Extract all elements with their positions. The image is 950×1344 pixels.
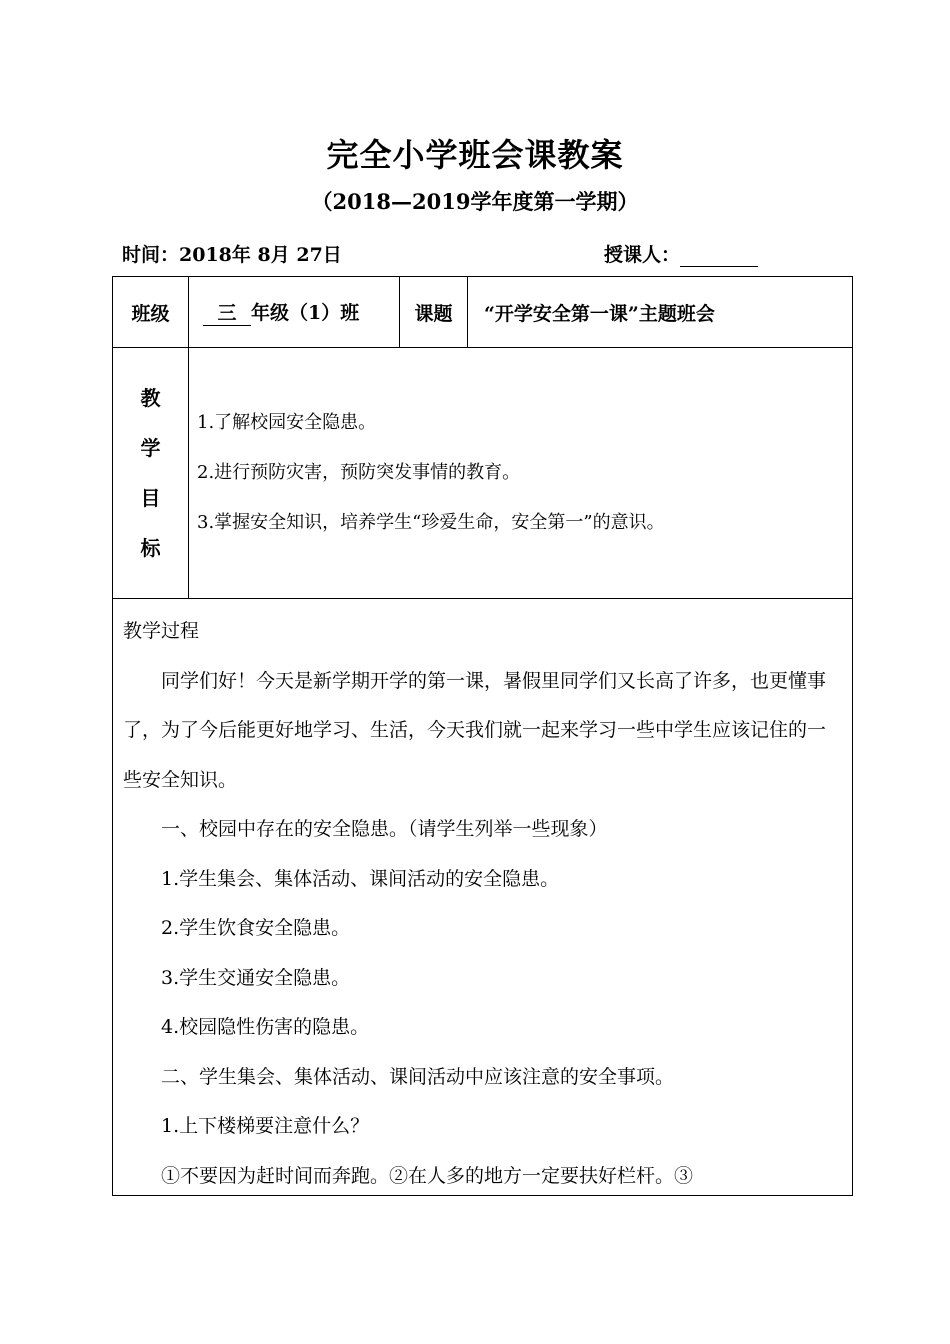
goals-list (189, 348, 853, 599)
goals-label-char: 教 (140, 386, 161, 410)
lesson-time (122, 240, 342, 267)
goals-row (113, 348, 853, 599)
teacher-label: 授课人： (604, 244, 681, 266)
section1-item: 2.学生饮食安全隐患。 (161, 917, 351, 939)
section2-title: 二、学生集会、集体活动、课间活动中应该注意的安全事项。 (161, 1065, 675, 1088)
goal-item: 1.了解校园安全隐患。 (197, 412, 377, 433)
process-content (113, 599, 852, 1195)
process-intro: 同学们好！今天是新学期开学的第一课，暑假里同学们又长高了许多，也更懂事了，为了今后能更好地学习、生活，今天我们就一起来学习一些中学生应该记住的一些安全知识。 (123, 669, 827, 791)
section2-question: 1.上下楼梯要注意什么？ (161, 1115, 370, 1137)
section1-item: 3.学生交通安全隐患。 (161, 966, 351, 989)
time-label: 时间： (122, 244, 180, 266)
class-suffix: 年级（1）班 (251, 302, 360, 324)
topic-label: 课题 (400, 277, 468, 348)
document-subtitle: （2018—2019学年度第一学期） (311, 189, 639, 214)
header-row (113, 277, 853, 348)
lesson-plan-table (112, 276, 853, 1196)
grade-value: 三 (203, 298, 251, 326)
goal-item: 3.掌握安全知识，培养学生“珍爱生命，安全第一”的意识。 (197, 512, 665, 533)
section1-item: 4.校园隐性伤害的隐患。 (161, 1016, 370, 1038)
section1-item: 1.学生集会、集体活动、课间活动的安全隐患。 (161, 867, 560, 890)
section1-title: 一、校园中存在的安全隐患。（请学生列举一些现象） (161, 818, 608, 840)
meta-row (122, 240, 782, 270)
goals-label-char: 学 (140, 436, 161, 460)
class-value (189, 277, 400, 348)
process-row (113, 599, 853, 1196)
document-title: 完全小学班会课教案 (326, 136, 624, 174)
section2-answer: ①不要因为赶时间而奔跑。②在人多的地方一定要扶好栏杆。③ (161, 1164, 694, 1187)
class-label: 班级 (113, 277, 189, 348)
topic-value: “开学安全第一课”主题班会 (468, 277, 853, 348)
goal-item: 2.进行预防灾害，预防突发事情的教育。 (197, 462, 521, 483)
teacher-blank (680, 248, 758, 267)
time-value: 2018年 8月 27日 (179, 244, 342, 266)
goals-label (113, 348, 189, 599)
process-cell (113, 599, 853, 1196)
goals-label-char: 标 (140, 536, 161, 560)
lesson-teacher (604, 240, 758, 267)
process-heading: 教学过程 (123, 620, 200, 642)
goals-label-char: 目 (140, 486, 161, 510)
